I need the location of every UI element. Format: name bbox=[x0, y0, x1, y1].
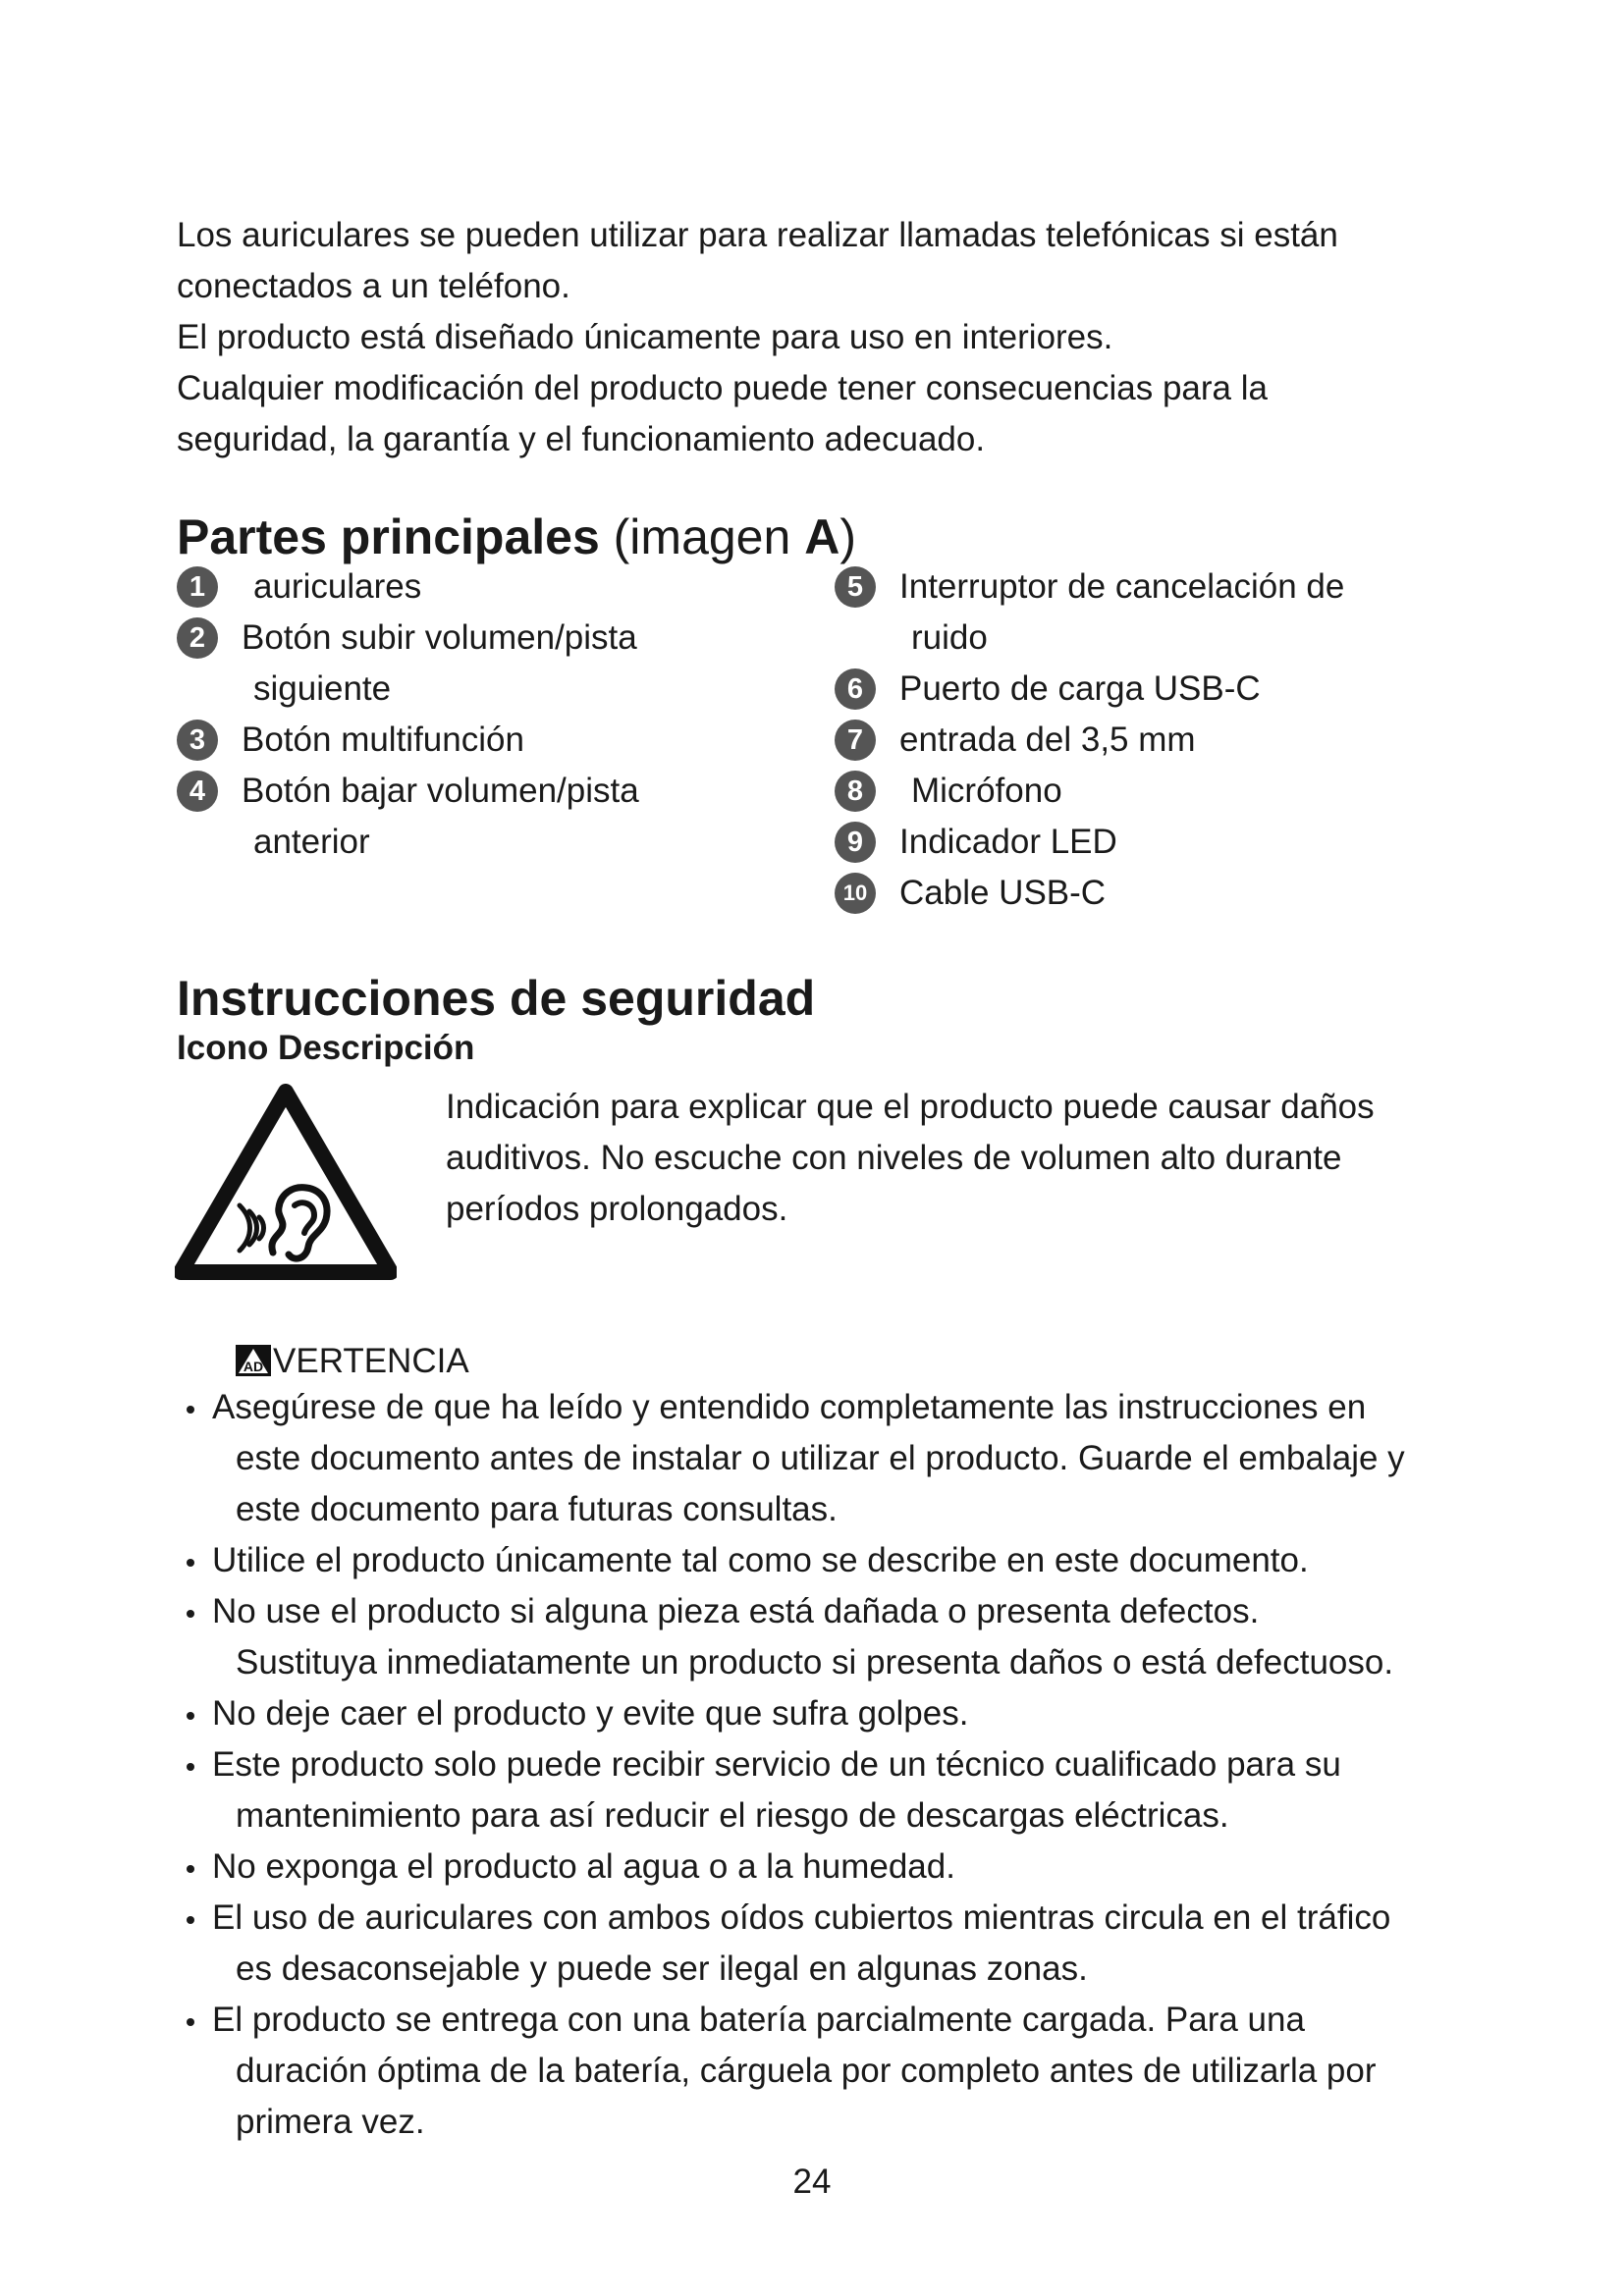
warning-item bbox=[177, 1893, 1492, 1995]
intro-line: seguridad, la garantía y el funcionamiento adecuado. bbox=[177, 420, 986, 458]
hazard-description bbox=[446, 1082, 1506, 1235]
hazard-description-line: Indicación para explicar que el producto puede causar daños bbox=[446, 1088, 1375, 1126]
main-parts-heading-bold: Partes principales bbox=[177, 509, 600, 564]
part-label: Interruptor de cancelación de bbox=[899, 567, 1345, 606]
warning-item-line: este documento para futuras consultas. bbox=[236, 1490, 838, 1528]
warning-item bbox=[177, 1382, 1492, 1535]
warning-list bbox=[177, 1382, 1492, 2148]
part-label: Micrófono bbox=[911, 772, 1062, 810]
part-item bbox=[177, 766, 805, 868]
part-number-badge: 4 bbox=[177, 771, 218, 812]
warning-triangle-icon bbox=[236, 1345, 271, 1376]
part-item bbox=[177, 561, 805, 613]
main-parts-heading-letter: A bbox=[804, 509, 840, 564]
intro-line: Cualquier modificación del producto puede tener consecuencias para la bbox=[177, 369, 1268, 407]
warning-item-line: Asegúrese de que ha leído y entendido completamente las instrucciones en bbox=[212, 1388, 1367, 1426]
part-label: Botón multifunción bbox=[242, 721, 524, 759]
part-item bbox=[835, 715, 1522, 766]
part-label-continued: siguiente bbox=[253, 669, 392, 708]
warning-item bbox=[177, 1586, 1492, 1688]
safety-heading: Instrucciones de seguridad bbox=[177, 971, 816, 1026]
main-parts-heading bbox=[177, 507, 856, 567]
icon-description-subheading: Icono Descripción bbox=[177, 1029, 475, 1067]
svg-text:AD: AD bbox=[243, 1359, 264, 1374]
part-item bbox=[177, 715, 805, 766]
warning-item-line: Este producto solo puede recibir servicio de un técnico cualificado para su bbox=[212, 1745, 1341, 1784]
part-number-badge: 3 bbox=[177, 720, 218, 761]
part-label: Botón subir volumen/pista bbox=[242, 618, 637, 657]
warning-item-line: Utilice el producto únicamente tal como se describe en este documento. bbox=[212, 1541, 1309, 1579]
warning-label: VERTENCIA bbox=[273, 1342, 469, 1380]
warning-item bbox=[177, 1842, 1492, 1893]
part-label: Cable USB-C bbox=[899, 874, 1107, 912]
warning-item-line: No use el producto si alguna pieza está dañada o presenta defectos. bbox=[212, 1592, 1260, 1630]
part-item bbox=[835, 664, 1522, 715]
part-number-badge: 6 bbox=[835, 668, 876, 710]
part-number-badge: 7 bbox=[835, 720, 876, 761]
warning-item-line: este documento antes de instalar o utilizar el producto. Guarde el embalaje y bbox=[236, 1439, 1405, 1477]
part-label: Puerto de carga USB-C bbox=[899, 669, 1261, 708]
part-number-badge: 9 bbox=[835, 822, 876, 863]
intro-line: El producto está diseñado únicamente para uso en interiores. bbox=[177, 318, 1113, 356]
main-parts-heading-rest: (imagen bbox=[599, 509, 805, 564]
hazard-description-line: períodos prolongados. bbox=[446, 1190, 788, 1228]
part-label: auriculares bbox=[253, 567, 422, 606]
intro-line: conectados a un teléfono. bbox=[177, 267, 570, 305]
part-label: Indicador LED bbox=[899, 823, 1117, 861]
warning-item-line: Sustituya inmediatamente un producto si presenta daños o está defectuoso. bbox=[236, 1643, 1394, 1682]
page-number: 24 bbox=[792, 2163, 832, 2201]
part-item bbox=[835, 766, 1522, 817]
part-item bbox=[835, 868, 1522, 919]
part-item bbox=[835, 817, 1522, 868]
part-number-badge: 1 bbox=[177, 566, 218, 608]
parts-list-right bbox=[835, 561, 1522, 919]
warning-item-line: mantenimiento para así reducir el riesgo de descargas eléctricas. bbox=[236, 1796, 1229, 1835]
part-number-badge: 10 bbox=[835, 873, 876, 914]
parts-list-left bbox=[177, 561, 805, 868]
warning-item bbox=[177, 1739, 1492, 1842]
warning-item bbox=[177, 1535, 1492, 1586]
intro-line: Los auriculares se pueden utilizar para realizar llamadas telefónicas si están bbox=[177, 216, 1338, 254]
part-label-continued: anterior bbox=[253, 823, 370, 861]
part-item bbox=[835, 561, 1522, 664]
part-number-badge: 2 bbox=[177, 617, 218, 659]
warning-heading bbox=[236, 1337, 469, 1386]
main-parts-heading-close: ) bbox=[839, 509, 856, 564]
warning-item-line: No deje caer el producto y evite que sufra golpes. bbox=[212, 1694, 969, 1733]
warning-item-line: primera vez. bbox=[236, 2103, 425, 2141]
intro-paragraph bbox=[177, 210, 1492, 465]
part-label: Botón bajar volumen/pista bbox=[242, 772, 639, 810]
part-label: entrada del 3,5 mm bbox=[899, 721, 1196, 759]
part-item bbox=[177, 613, 805, 715]
part-number-badge: 5 bbox=[835, 566, 876, 608]
hearing-damage-warning-icon bbox=[175, 1084, 397, 1280]
part-number-badge: 8 bbox=[835, 771, 876, 812]
warning-item-line: El producto se entrega con una batería parcialmente cargada. Para una bbox=[212, 2001, 1305, 2039]
warning-item-line: duración óptima de la batería, cárguela por completo antes de utilizarla por bbox=[236, 2052, 1377, 2090]
part-label-continued: ruido bbox=[911, 618, 988, 657]
hazard-description-line: auditivos. No escuche con niveles de volumen alto durante bbox=[446, 1139, 1342, 1177]
warning-item bbox=[177, 1688, 1492, 1739]
warning-item-line: El uso de auriculares con ambos oídos cubiertos mientras circula en el tráfico bbox=[212, 1898, 1391, 1937]
warning-item-line: es desaconsejable y puede ser ilegal en algunas zonas. bbox=[236, 1949, 1088, 1988]
warning-item bbox=[177, 1995, 1492, 2148]
warning-item-line: No exponga el producto al agua o a la humedad. bbox=[212, 1847, 955, 1886]
